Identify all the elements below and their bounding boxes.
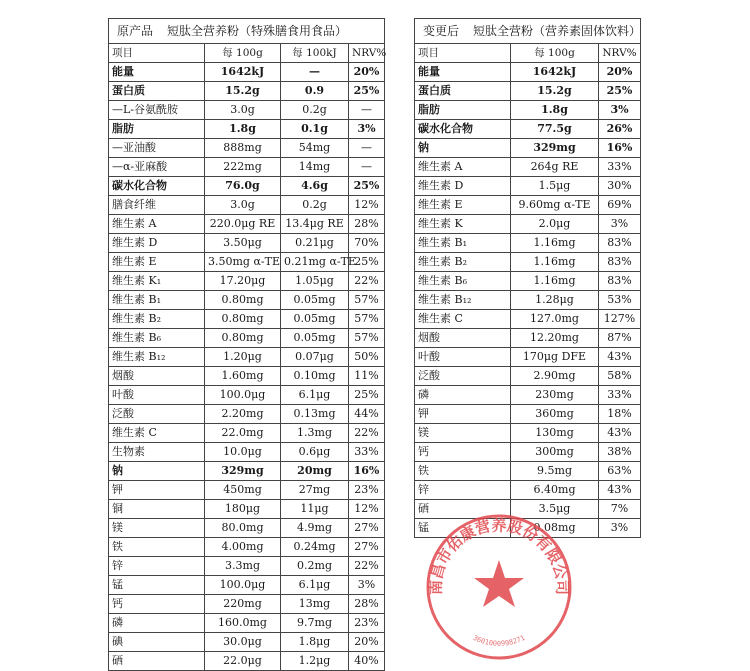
value-per-100kj: — (281, 63, 349, 82)
nrv-percent: 26% (599, 120, 641, 139)
header-item: 项目 (415, 44, 511, 63)
nrv-percent: 3% (599, 101, 641, 120)
changed-nutrient-row (415, 481, 641, 500)
original-nutrient-row (109, 481, 385, 500)
nutrient-name: 维生素 K₁ (109, 272, 205, 291)
original-nutrient-row (109, 595, 385, 614)
original-nutrient-row (109, 253, 385, 272)
value-per-100g: 3.0g (205, 101, 281, 120)
value-per-100g: 100.0μg (205, 576, 281, 595)
changed-nutrient-row (415, 443, 641, 462)
value-per-100g: 329mg (205, 462, 281, 481)
nrv-percent: 3% (349, 120, 385, 139)
nutrient-name: 镁 (109, 519, 205, 538)
nrv-percent: 23% (349, 481, 385, 500)
nrv-percent: 33% (599, 158, 641, 177)
value-per-100kj: 0.10mg (281, 367, 349, 386)
original-nutrient-row (109, 291, 385, 310)
nrv-percent: 25% (349, 253, 385, 272)
value-per-100kj: 0.2mg (281, 557, 349, 576)
value-per-100g: 4.00mg (205, 538, 281, 557)
changed-header-row (415, 44, 641, 63)
nutrient-name: 锌 (109, 557, 205, 576)
nrv-percent: 57% (349, 291, 385, 310)
nrv-percent: 44% (349, 405, 385, 424)
changed-nutrient-row (415, 63, 641, 82)
nrv-percent: 127% (599, 310, 641, 329)
original-nutrient-row (109, 652, 385, 671)
original-title: 短肽全营养粉（特殊膳食用食品） (167, 24, 348, 38)
nutrient-name: 铜 (109, 500, 205, 519)
nutrient-name: 钠 (415, 139, 511, 158)
header-per-100kj: 每 100kJ (281, 44, 349, 63)
seal-company-name-path: 南昌市佑康营养股份有限公司 (426, 516, 572, 596)
nrv-percent: 12% (349, 196, 385, 215)
changed-product-table (414, 18, 640, 538)
original-title-prefix: 原产品 (117, 24, 154, 38)
nutrient-name: 泛酸 (109, 405, 205, 424)
nutrient-name: 维生素 C (415, 310, 511, 329)
value-per-100kj: 11μg (281, 500, 349, 519)
value-per-100g: 160.0mg (205, 614, 281, 633)
value-per-100g: 3.0g (205, 196, 281, 215)
value-per-100g: 6.40mg (511, 481, 599, 500)
changed-nutrient-row (415, 158, 641, 177)
nutrient-name: 磷 (109, 614, 205, 633)
value-per-100kj: 27mg (281, 481, 349, 500)
value-per-100g: 1.60mg (205, 367, 281, 386)
value-per-100kj: 0.21μg (281, 234, 349, 253)
nrv-percent: 83% (599, 272, 641, 291)
value-per-100kj: 0.05mg (281, 291, 349, 310)
value-per-100g: 2.0μg (511, 215, 599, 234)
nrv-percent: 70% (349, 234, 385, 253)
nrv-percent: 25% (349, 386, 385, 405)
header-nrv: NRV% (599, 44, 641, 63)
changed-title-row (415, 19, 641, 44)
value-per-100g: 1642kJ (205, 63, 281, 82)
original-nutrient-row (109, 234, 385, 253)
value-per-100g: 80.0mg (205, 519, 281, 538)
value-per-100g: 170μg DFE (511, 348, 599, 367)
original-product-table (108, 18, 387, 671)
nutrient-name: 维生素 B₆ (109, 329, 205, 348)
original-nutrient-row (109, 120, 385, 139)
changed-nutrient-row (415, 120, 641, 139)
nrv-percent: 40% (349, 652, 385, 671)
original-nutrient-row (109, 177, 385, 196)
changed-nutrient-row (415, 139, 641, 158)
original-title-cell (109, 19, 385, 44)
nutrient-name: 维生素 B₁₂ (415, 291, 511, 310)
value-per-100g: 1.20μg (205, 348, 281, 367)
nutrient-name: 蛋白质 (109, 82, 205, 101)
nrv-percent: 3% (599, 215, 641, 234)
nrv-percent: 83% (599, 234, 641, 253)
nrv-percent: 20% (349, 633, 385, 652)
changed-title-cell (415, 19, 641, 44)
nutrient-name: 维生素 E (109, 253, 205, 272)
original-nutrient-row (109, 348, 385, 367)
value-per-100kj: 4.6g (281, 177, 349, 196)
nrv-percent: 69% (599, 196, 641, 215)
nrv-percent: 25% (349, 177, 385, 196)
nutrient-name: —α-亚麻酸 (109, 158, 205, 177)
value-per-100g: 3.50mg α-TE (205, 253, 281, 272)
original-nutrient-row (109, 215, 385, 234)
changed-nutrient-row (415, 310, 641, 329)
value-per-100g: 9.60mg α-TE (511, 196, 599, 215)
nutrient-name: 维生素 C (109, 424, 205, 443)
value-per-100g: 12.20mg (511, 329, 599, 348)
original-title-row (109, 19, 385, 44)
value-per-100g: 3.50μg (205, 234, 281, 253)
value-per-100g: 0.08mg (511, 519, 599, 538)
changed-nutrient-row (415, 196, 641, 215)
value-per-100g: 0.80mg (205, 329, 281, 348)
value-per-100g: 15.2g (511, 82, 599, 101)
nrv-percent: 23% (349, 614, 385, 633)
changed-title: 短肽全营粉（营养素固体饮料） (473, 24, 642, 38)
original-nutrient-row (109, 500, 385, 519)
nrv-percent: 87% (599, 329, 641, 348)
value-per-100g: 220.0μg RE (205, 215, 281, 234)
value-per-100g: 15.2g (205, 82, 281, 101)
header-per-100g: 每 100g (205, 44, 281, 63)
nrv-percent: 53% (599, 291, 641, 310)
value-per-100g: 1.8g (205, 120, 281, 139)
nutrient-name: 维生素 D (415, 177, 511, 196)
nutrient-name: 能量 (415, 63, 511, 82)
nrv-percent: — (349, 139, 385, 158)
nrv-percent: 50% (349, 348, 385, 367)
nutrient-name: 钾 (415, 405, 511, 424)
value-per-100kj: 6.1μg (281, 576, 349, 595)
nutrient-name: 维生素 B₁ (109, 291, 205, 310)
value-per-100kj: 1.2μg (281, 652, 349, 671)
changed-nutrient-row (415, 272, 641, 291)
value-per-100kj: 20mg (281, 462, 349, 481)
nrv-percent: 38% (599, 443, 641, 462)
value-per-100g: 1.8g (511, 101, 599, 120)
nrv-percent: 33% (599, 386, 641, 405)
value-per-100g: 220mg (205, 595, 281, 614)
nutrient-name: 维生素 A (109, 215, 205, 234)
original-nutrient-row (109, 443, 385, 462)
nutrient-name: 碳水化合物 (109, 177, 205, 196)
nutrient-name: 维生素 B₆ (415, 272, 511, 291)
nrv-percent: — (349, 101, 385, 120)
nrv-percent: 27% (349, 519, 385, 538)
nrv-percent: 7% (599, 500, 641, 519)
original-nutrient-row (109, 386, 385, 405)
nutrient-name: 维生素 D (109, 234, 205, 253)
value-per-100g: 127.0mg (511, 310, 599, 329)
value-per-100g: 1.5μg (511, 177, 599, 196)
nrv-percent: 25% (349, 82, 385, 101)
value-per-100g: 30.0μg (205, 633, 281, 652)
original-nutrient-row (109, 310, 385, 329)
nutrient-name: 维生素 E (415, 196, 511, 215)
value-per-100kj: 54mg (281, 139, 349, 158)
value-per-100g: 130mg (511, 424, 599, 443)
changed-nutrient-row (415, 253, 641, 272)
nutrient-name: 钠 (109, 462, 205, 481)
nutrient-name: 铁 (109, 538, 205, 557)
original-nutrient-row (109, 367, 385, 386)
nrv-percent: 58% (599, 367, 641, 386)
changed-nutrient-row (415, 462, 641, 481)
nutrient-name: 钙 (109, 595, 205, 614)
value-per-100g: 100.0μg (205, 386, 281, 405)
seal-star-icon (474, 560, 524, 607)
original-nutrient-row (109, 101, 385, 120)
value-per-100kj: 13mg (281, 595, 349, 614)
original-nutrient-row (109, 158, 385, 177)
changed-nutrient-row (415, 82, 641, 101)
value-per-100g: 264g RE (511, 158, 599, 177)
original-header-row (109, 44, 385, 63)
value-per-100g: 76.0g (205, 177, 281, 196)
original-nutrition-table (108, 18, 385, 671)
header-per-100g: 每 100g (511, 44, 599, 63)
header-item: 项目 (109, 44, 205, 63)
value-per-100kj: 1.8μg (281, 633, 349, 652)
value-per-100kj: 9.7mg (281, 614, 349, 633)
value-per-100g: 450mg (205, 481, 281, 500)
original-nutrient-row (109, 139, 385, 158)
changed-nutrient-row (415, 291, 641, 310)
value-per-100g: 22.0μg (205, 652, 281, 671)
nutrient-name: 烟酸 (415, 329, 511, 348)
nrv-percent: 16% (599, 139, 641, 158)
nrv-percent: 83% (599, 253, 641, 272)
value-per-100kj: 13.4μg RE (281, 215, 349, 234)
value-per-100kj: 0.21mg α-TE (281, 253, 349, 272)
nutrient-name: 蛋白质 (415, 82, 511, 101)
value-per-100kj: 0.24mg (281, 538, 349, 557)
original-nutrient-row (109, 614, 385, 633)
original-nutrient-row (109, 405, 385, 424)
nutrient-name: 叶酸 (109, 386, 205, 405)
nrv-percent: 28% (349, 215, 385, 234)
nutrient-name: 镁 (415, 424, 511, 443)
value-per-100kj: 0.13mg (281, 405, 349, 424)
nutrient-name: 磷 (415, 386, 511, 405)
nutrient-name: 锰 (415, 519, 511, 538)
value-per-100kj: 1.3mg (281, 424, 349, 443)
original-nutrient-row (109, 519, 385, 538)
nrv-percent: 43% (599, 481, 641, 500)
value-per-100g: 180μg (205, 500, 281, 519)
nrv-percent: 63% (599, 462, 641, 481)
changed-nutrient-row (415, 234, 641, 253)
nrv-percent: 20% (349, 63, 385, 82)
value-per-100g: 1642kJ (511, 63, 599, 82)
changed-nutrition-table (414, 18, 641, 538)
value-per-100g: 888mg (205, 139, 281, 158)
original-nutrient-row (109, 462, 385, 481)
value-per-100g: 1.16mg (511, 253, 599, 272)
nrv-percent: 22% (349, 424, 385, 443)
changed-nutrient-row (415, 329, 641, 348)
nrv-percent: 27% (349, 538, 385, 557)
nutrient-name: 维生素 A (415, 158, 511, 177)
original-nutrient-row (109, 329, 385, 348)
nrv-percent: 11% (349, 367, 385, 386)
nrv-percent: 33% (349, 443, 385, 462)
nrv-percent: 43% (599, 424, 641, 443)
nutrient-name: —亚油酸 (109, 139, 205, 158)
nrv-percent: 3% (349, 576, 385, 595)
nrv-percent: — (349, 158, 385, 177)
value-per-100kj: 0.07μg (281, 348, 349, 367)
value-per-100g: 2.20mg (205, 405, 281, 424)
nutrient-name: 维生素 B₁ (415, 234, 511, 253)
value-per-100g: 230mg (511, 386, 599, 405)
changed-nutrient-row (415, 215, 641, 234)
original-nutrient-row (109, 538, 385, 557)
nutrient-name: 脂肪 (415, 101, 511, 120)
nutrient-name: 碘 (109, 633, 205, 652)
value-per-100g: 300mg (511, 443, 599, 462)
value-per-100g: 1.16mg (511, 234, 599, 253)
changed-nutrient-row (415, 177, 641, 196)
value-per-100g: 329mg (511, 139, 599, 158)
nutrient-name: 钾 (109, 481, 205, 500)
nrv-percent: 57% (349, 329, 385, 348)
nutrient-name: 脂肪 (109, 120, 205, 139)
nrv-percent: 25% (599, 82, 641, 101)
value-per-100g: 0.80mg (205, 291, 281, 310)
original-nutrient-row (109, 557, 385, 576)
nrv-percent: 16% (349, 462, 385, 481)
nrv-percent: 22% (349, 272, 385, 291)
nrv-percent: 28% (349, 595, 385, 614)
value-per-100kj: 0.9 (281, 82, 349, 101)
value-per-100kj: 0.2g (281, 101, 349, 120)
changed-nutrient-row (415, 386, 641, 405)
nutrient-name: 泛酸 (415, 367, 511, 386)
value-per-100g: 17.20μg (205, 272, 281, 291)
original-nutrient-row (109, 576, 385, 595)
changed-title-prefix: 变更后 (423, 24, 460, 38)
nutrient-name: 锌 (415, 481, 511, 500)
value-per-100g: 3.5μg (511, 500, 599, 519)
original-nutrient-row (109, 196, 385, 215)
original-nutrient-row (109, 63, 385, 82)
original-nutrient-row (109, 272, 385, 291)
original-nutrient-row (109, 82, 385, 101)
nutrient-name: 钙 (415, 443, 511, 462)
value-per-100kj: 0.05mg (281, 329, 349, 348)
value-per-100g: 360mg (511, 405, 599, 424)
original-nutrient-row (109, 633, 385, 652)
nutrient-name: 维生素 K (415, 215, 511, 234)
nrv-percent: 30% (599, 177, 641, 196)
company-seal (424, 512, 574, 662)
value-per-100g: 22.0mg (205, 424, 281, 443)
nutrient-name: 膳食纤维 (109, 196, 205, 215)
value-per-100g: 0.80mg (205, 310, 281, 329)
nrv-percent: 57% (349, 310, 385, 329)
nutrient-name: 维生素 B₁₂ (109, 348, 205, 367)
nutrient-name: 烟酸 (109, 367, 205, 386)
changed-nutrient-row (415, 348, 641, 367)
nrv-percent: 22% (349, 557, 385, 576)
nrv-percent: 20% (599, 63, 641, 82)
value-per-100kj: 6.1μg (281, 386, 349, 405)
value-per-100g: 10.0μg (205, 443, 281, 462)
value-per-100kj: 1.05μg (281, 272, 349, 291)
changed-nutrient-row (415, 367, 641, 386)
seal-code (472, 634, 527, 648)
header-nrv: NRV% (349, 44, 385, 63)
changed-nutrient-row (415, 424, 641, 443)
seal-code-path: 3601000998271 (471, 633, 527, 648)
nutrient-name: 维生素 B₂ (415, 253, 511, 272)
nrv-percent: 3% (599, 519, 641, 538)
value-per-100kj: 0.1g (281, 120, 349, 139)
value-per-100kj: 0.6μg (281, 443, 349, 462)
nutrient-name: 硒 (109, 652, 205, 671)
value-per-100g: 2.90mg (511, 367, 599, 386)
nrv-percent: 43% (599, 348, 641, 367)
value-per-100kj: 0.05mg (281, 310, 349, 329)
value-per-100g: 3.3mg (205, 557, 281, 576)
changed-nutrient-row (415, 101, 641, 120)
nutrient-name: —L-谷氨酰胺 (109, 101, 205, 120)
nutrient-name: 能量 (109, 63, 205, 82)
nrv-percent: 18% (599, 405, 641, 424)
value-per-100g: 1.28μg (511, 291, 599, 310)
nutrient-name: 锰 (109, 576, 205, 595)
value-per-100kj: 4.9mg (281, 519, 349, 538)
original-nutrient-row (109, 424, 385, 443)
value-per-100kj: 0.2g (281, 196, 349, 215)
nrv-percent: 12% (349, 500, 385, 519)
nutrient-name: 碳水化合物 (415, 120, 511, 139)
nutrient-name: 叶酸 (415, 348, 511, 367)
changed-nutrient-row (415, 405, 641, 424)
nutrient-name: 维生素 B₂ (109, 310, 205, 329)
value-per-100kj: 14mg (281, 158, 349, 177)
value-per-100g: 77.5g (511, 120, 599, 139)
value-per-100g: 9.5mg (511, 462, 599, 481)
nutrient-name: 硒 (415, 500, 511, 519)
nutrient-name: 铁 (415, 462, 511, 481)
value-per-100g: 1.16mg (511, 272, 599, 291)
nutrient-name: 生物素 (109, 443, 205, 462)
value-per-100g: 222mg (205, 158, 281, 177)
